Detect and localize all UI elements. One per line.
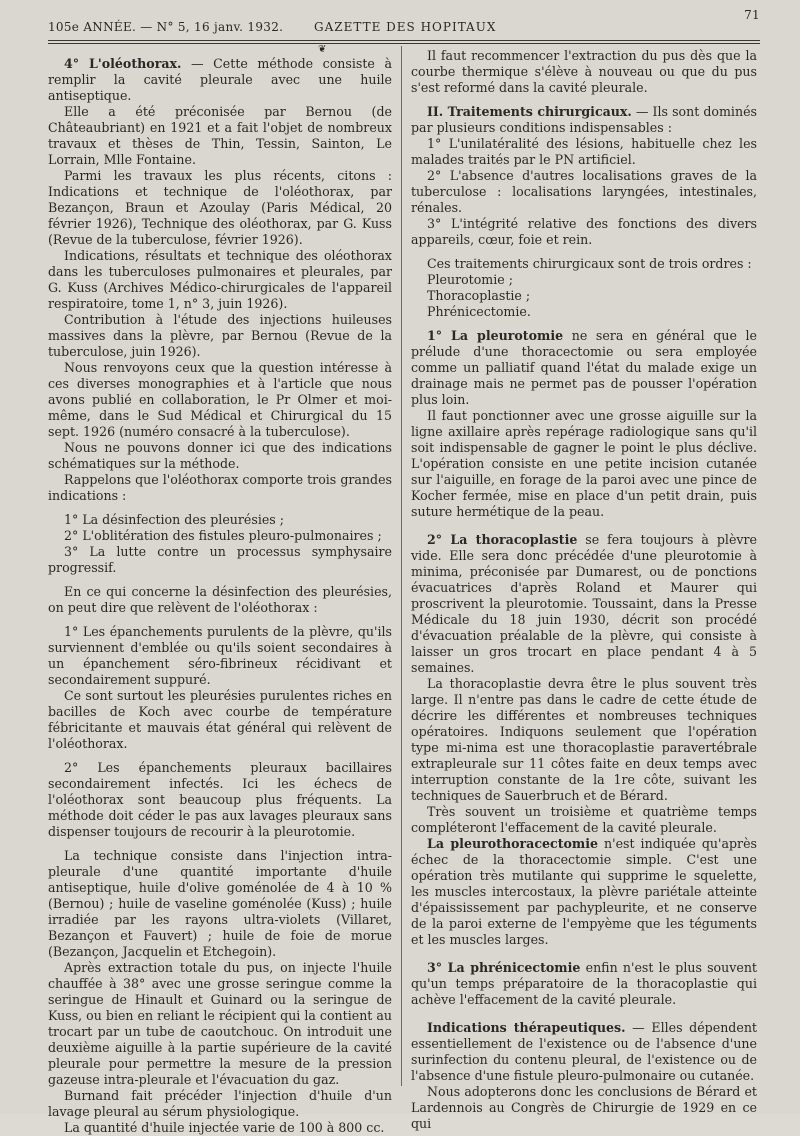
paragraph-text: Nous renvoyons ceux que la question intéresse à ces diverses monographies et à l'article que nous avons publié en collaboration, le Pr Olmer et moi-même, dans le Sud Médical et Chirurgical du 15 sept. 1926 (numéro consacré à la tuberculose).: [48, 360, 392, 439]
paragraph: [411, 1084, 757, 1132]
paragraph: [48, 440, 392, 472]
paragraph-text: Indications, résultats et technique des oléothorax dans les tuberculoses pulmonaires et pleurales, par G. Kuss (Archives Médico-chirurgicales de l'appareil respiratoire, tome 1, n° 3, juin 1926).: [48, 248, 392, 311]
paragraph: [411, 136, 757, 168]
paragraph-text: Ces traitements chirurgicaux sont de trois ordres :: [427, 256, 752, 271]
header-rule-bottom: [48, 43, 760, 44]
paragraph: [48, 1120, 392, 1136]
paragraph: [48, 472, 392, 504]
paragraph: [48, 688, 392, 752]
paragraph-text: enfin n'est le plus souvent qu'un temps préparatoire de la thoracoplastie qui achève l'effacement de la cavité pleurale.: [411, 960, 757, 1007]
paragraph: [411, 256, 757, 272]
right-column: [411, 48, 757, 1132]
paragraph-text: Burnand fait précéder l'injection d'huile d'un lavage pleural au sérum physiologique.: [48, 1088, 392, 1119]
paragraph-heading: 1° La pleurotomie: [427, 328, 564, 343]
paragraph: [48, 312, 392, 360]
paragraph: [411, 532, 757, 676]
paragraph-text: Elle a été préconisée par Bernou (de Châteaubriant) en 1921 et a fait l'objet de nombreux travaux et thèses de Thin, Tessin, Sainton, Le Lorrain, Mlle Fontaine.: [48, 104, 392, 167]
paragraph: [48, 248, 392, 312]
paragraph-text: Rappelons que l'oléothorax comporte trois grandes indications :: [48, 472, 392, 503]
paragraph: [48, 544, 392, 576]
paragraph-heading: II. Traitements chirurgicaux.: [427, 104, 632, 119]
paragraph: [48, 360, 392, 440]
paragraph-text: — Elles dépendent essentiellement de l'existence ou de l'absence d'une surinfection du contenu pleural, de l'existence ou de l'absence d'une fistule pleuro-pulmonaire ou cutanée.: [411, 1020, 757, 1083]
paragraph-heading: 2° La thoracoplastie: [427, 532, 578, 547]
paragraph: [411, 960, 757, 1008]
paragraph-text: Contribution à l'étude des injections huileuses massives dans la plèvre, par Bernou (Revue de la tuberculose, juin 1926).: [48, 312, 392, 359]
issue-line: 105e ANNÉE. — N° 5, 16 janv. 1932.: [48, 20, 284, 34]
paragraph-text: 1° L'unilatéralité des lésions, habituelle chez les malades traités par le PN artificiel.: [411, 136, 757, 167]
paragraph: [48, 1088, 392, 1120]
paragraph-text: Il faut ponctionner avec une grosse aiguille sur la ligne axillaire après repérage radiologique sans qu'il soit indispensable de gagner le point le plus déclive. L'opération consiste en une petite incision cutanée sur l'aiguille, en forage de la paroi avec une pince de Kocher fermée, mise en place d'un petit drain, puis suture hermétique de la peau.: [411, 408, 757, 519]
paragraph: [411, 1020, 757, 1084]
left-column: [48, 56, 392, 1136]
paragraph-text: La quantité d'huile injectée varie de 100 à 800 cc.: [64, 1120, 385, 1135]
paragraph: [411, 168, 757, 216]
paragraph: [411, 216, 757, 248]
paragraph-text: — Cette méthode consiste à remplir la cavité pleurale avec une huile antiseptique.: [48, 56, 392, 103]
paragraph-text: 2° L'oblitération des fistules pleuro-pulmonaires ;: [64, 528, 382, 543]
paragraph: [48, 104, 392, 168]
paragraph-text: Très souvent un troisième et quatrième temps compléteront l'effacement de la cavité pleurale.: [411, 804, 757, 835]
column-divider: [401, 46, 402, 1086]
paragraph-text: La thoracoplastie devra être le plus souvent très large. Il n'entre pas dans le cadre de cette étude de décrire les différentes et nombreuses techniques opératoires. Indiquons seulement que l'opération type mi-nima est une thoracoplastie paravertébrale extrapleurale sur 11 côtes faite en deux temps avec interruption constante de la 1re côte, suivant les techniques de Sauerbruch et de Bérard.: [411, 676, 757, 803]
paragraph-text: La technique consiste dans l'injection intra-pleurale d'une quantité importante d'huile antiseptique, huile d'olive goménolée de 4 à 10 % (Bernou) ; huile de vaseline goménolée (Kuss) ; huile irradiée par les rayons ultra-violets (Villaret, Bezançon et Fauvert) ; huile de foie de morue (Bezançon, Jacquelin et Etchegoin).: [48, 848, 392, 959]
paragraph: [411, 676, 757, 804]
paragraph-text: 3° La lutte contre un processus symphysaire progressif.: [48, 544, 392, 575]
paragraph-text: ne sera en général que le prélude d'une thoracectomie ou sera employée comme un palliatif quand l'état du malade exige un drainage mais ne permet pas de pousser l'opération plus loin.: [411, 328, 757, 407]
paragraph: [411, 48, 757, 96]
paragraph-text: — Ils sont dominés par plusieurs conditions indispensables :: [411, 104, 757, 135]
paragraph: [48, 168, 392, 248]
paragraph: [48, 512, 392, 528]
paragraph-text: 2° Les épanchements pleuraux bacillaires secondairement infectés. Ici les échecs de l'oléothorax sont beaucoup plus fréquents. La méthode doit céder le pas aux lavages pleuraux sans dispenser toujours de recourir à la pleurotomie.: [48, 760, 392, 839]
paragraph: [411, 288, 757, 304]
paragraph-text: Nous ne pouvons donner ici que des indications schématiques sur la méthode.: [48, 440, 392, 471]
paragraph: [411, 272, 757, 288]
fleuron-ornament-icon: ❦: [318, 44, 327, 55]
paragraph: [411, 804, 757, 836]
paragraph-heading: Indications thérapeutiques.: [427, 1020, 626, 1035]
paragraph: [48, 56, 392, 104]
paragraph-text: Parmi les travaux les plus récents, citons : Indications et technique de l'oléothorax, par Bezançon, Braun et Azoulay (Paris Médical, 20 février 1926), Technique des oléothorax, par G. Kuss (Revue de la tuberculose, février 1926).: [48, 168, 392, 247]
paragraph: [48, 584, 392, 616]
paragraph-text: 1° Les épanchements purulents de la plèvre, qu'ils surviennent d'emblée ou qu'ils soient secondaires à un épanchement séro-fibrineux récidivant et secondairement suppuré.: [48, 624, 392, 687]
paragraph: [48, 848, 392, 960]
paragraph-text: Phrénicectomie.: [427, 304, 531, 319]
paragraph: [48, 960, 392, 1088]
paragraph-text: Nous adopterons donc les conclusions de Bérard et Lardennois au Congrès de Chirurgie de 1929 en ce qui: [411, 1084, 757, 1131]
paragraph: [411, 328, 757, 408]
paragraph-text: se fera toujours à plèvre vide. Elle sera donc précédée d'une pleurotomie à minima, préconisée par Dumarest, ou de ponctions évacuatrices d'après Roland et Maurer qui proscrivent la pleurotomie. Toussaint, dans la Presse Médicale du 18 juin 1930, décrit son procédé d'évacuation préalable de la plèvre, qui consiste à laisser un gros trocart en place pendant 4 à 5 semaines.: [411, 532, 757, 675]
paragraph-text: En ce qui concerne la désinfection des pleurésies, on peut dire que relèvent de l'oléothorax :: [48, 584, 392, 615]
paragraph-text: Thoracoplastie ;: [427, 288, 531, 303]
paragraph-text: 1° La désinfection des pleurésies ;: [64, 512, 285, 527]
paragraph: [411, 408, 757, 520]
paragraph-text: Il faut recommencer l'extraction du pus dès que la courbe thermique s'élève à nouveau ou que du pus s'est reformé dans la cavité pleurale.: [411, 48, 757, 95]
paragraph-heading: 3° La phrénicectomie: [427, 960, 581, 975]
paragraph-heading: La pleurothoracectomie: [427, 836, 599, 851]
paragraph: [48, 528, 392, 544]
paragraph: [411, 836, 757, 948]
paragraph-text: 2° L'absence d'autres localisations graves de la tuberculose : localisations laryngées, intestinales, rénales.: [411, 168, 757, 215]
paragraph-heading: 4° L'oléothorax.: [64, 56, 182, 71]
journal-title: GAZETTE DES HOPITAUX: [314, 20, 497, 34]
paragraph: [411, 104, 757, 136]
paragraph-text: Ce sont surtout les pleurésies purulentes riches en bacilles de Koch avec courbe de température fébricitante et mauvais état général qui relèvent de l'oléothorax.: [48, 688, 392, 751]
paragraph: [411, 304, 757, 320]
page-header: [48, 8, 760, 38]
header-rule-top: [48, 40, 760, 41]
paragraph: [48, 624, 392, 688]
paragraph-text: 3° L'intégrité relative des fonctions des divers appareils, cœur, foie et rein.: [411, 216, 757, 247]
paragraph-text: Pleurotomie ;: [427, 272, 513, 287]
page-number: 71: [744, 8, 760, 22]
paragraph-text: n'est indiquée qu'après échec de la thoracectomie simple. C'est une opération très mutilante qui supprime le squelette, les muscles intercostaux, la plèvre pariétale atteinte d'épaississement par pachypleurite, et ne conserve de la paroi externe de l'empyème que les téguments et les muscles larges.: [411, 836, 757, 947]
paragraph-text: Après extraction totale du pus, on injecte l'huile chauffée à 38° avec une grosse seringue comme la seringue de Hinault et Guinard ou la seringue de Kuss, ou bien en reliant le récipient qui la contient au trocart par un tube de caoutchouc. On introduit une deuxième aiguille à la partie supérieure de la cavité pleurale pour permettre la mesure de la pression gazeuse intra-pleurale et l'évacuation du gaz.: [48, 960, 392, 1087]
paragraph: [48, 760, 392, 840]
